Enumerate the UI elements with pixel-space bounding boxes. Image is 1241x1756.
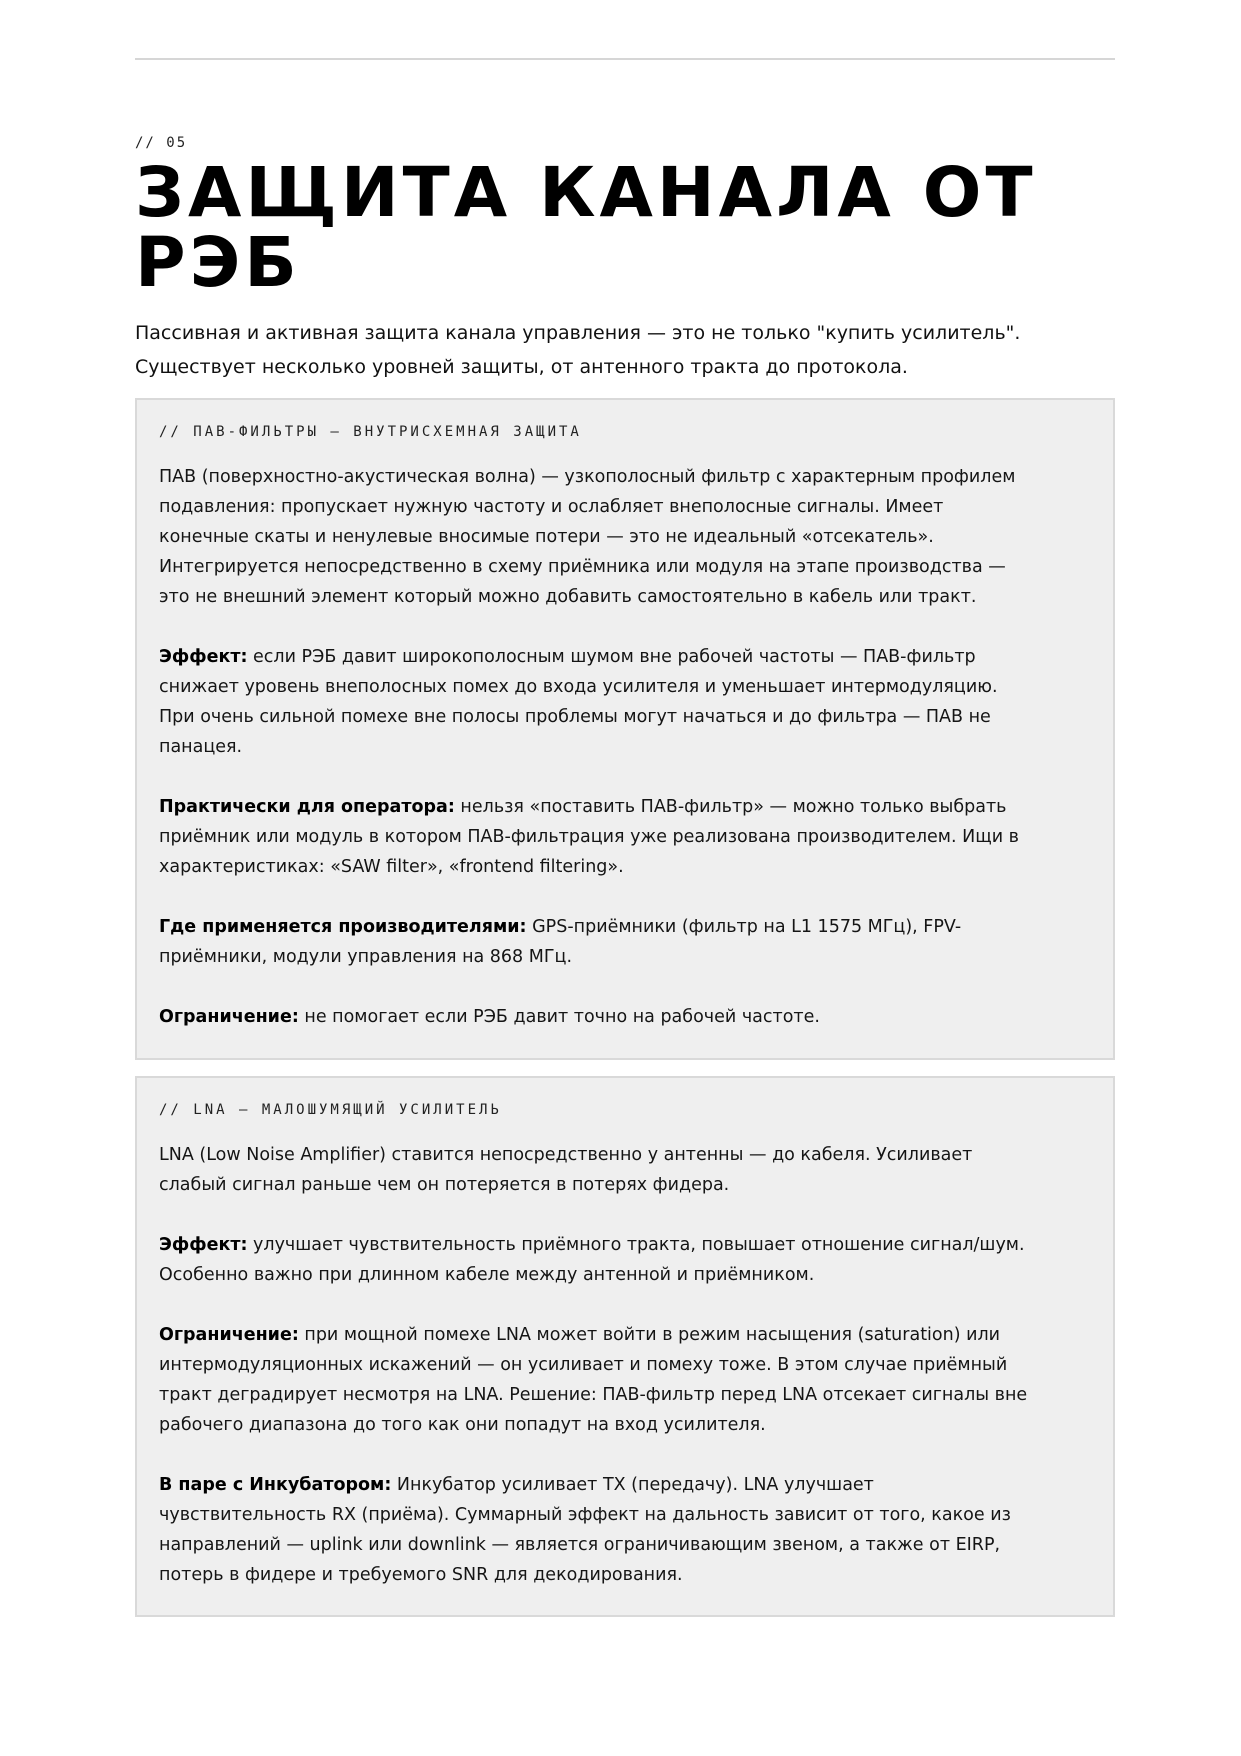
paragraph-line: это не внешний элемент который можно добавить самостоятельно в кабель или тракт.	[159, 587, 977, 607]
paragraph-lead: Ограничение:	[159, 1007, 299, 1027]
card-paragraph	[159, 462, 1091, 612]
section-number: // 05	[135, 135, 188, 151]
page-title-line: ЗАЩИТА КАНАЛА ОТ	[135, 153, 1037, 233]
paragraph-line: приёмники, модули управления на 868 МГц.	[159, 947, 573, 967]
top-divider	[135, 58, 1115, 60]
card-label: // LNA — МАЛОШУМЯЩИЙ УСИЛИТЕЛЬ	[159, 1102, 502, 1118]
paragraph-text: если РЭБ давит широкополосным шумом вне рабочей частоты — ПАВ-фильтр	[247, 647, 976, 667]
paragraph-line: интермодуляционных искажений — он усиливает и помеху тоже. В этом случае приёмный	[159, 1355, 1008, 1375]
card-paragraph	[159, 912, 1091, 972]
card-paragraph	[159, 1002, 1091, 1032]
paragraph-lead: Эффект:	[159, 647, 248, 667]
paragraph-line	[159, 1230, 1091, 1260]
page-title-line: РЭБ	[135, 223, 301, 303]
intro-text	[135, 316, 1115, 384]
card-paragraph	[159, 792, 1091, 882]
paragraph-line: характеристиках: «SAW filter», «frontend filtering».	[159, 857, 624, 877]
intro-line: Пассивная и активная защита канала управления — это не только "купить усилитель".	[135, 322, 1021, 344]
card-paragraph	[159, 1140, 1091, 1200]
saw-filters-card	[135, 398, 1115, 1060]
paragraph-line: LNA (Low Noise Amplifier) ставится непосредственно у антенны — до кабеля. Усиливает	[159, 1145, 973, 1165]
paragraph-line: Интегрируется непосредственно в схему приёмника или модуля на этапе производства —	[159, 557, 1006, 577]
paragraph-line: ПАВ (поверхностно-акустическая волна) — узкополосный фильтр с характерным профилем	[159, 467, 1016, 487]
lna-card	[135, 1076, 1115, 1617]
paragraph-text: Инкубатор усиливает TX (передачу). LNA улучшает	[391, 1475, 874, 1495]
paragraph-line	[159, 1320, 1091, 1350]
paragraph-lead: Практически для оператора:	[159, 797, 455, 817]
paragraph-line: рабочего диапазона до того как они попадут на вход усилителя.	[159, 1415, 766, 1435]
paragraph-line: панацея.	[159, 737, 243, 757]
card-paragraph	[159, 642, 1091, 762]
paragraph-line: конечные скаты и ненулевые вносимые потери — это не идеальный «отсекатель».	[159, 527, 934, 547]
paragraph-line	[159, 1470, 1091, 1500]
paragraph-line: чувствительность RX (приёма). Суммарный эффект на дальность зависит от того, какое из	[159, 1505, 1011, 1525]
paragraph-lead: Эффект:	[159, 1235, 248, 1255]
paragraph-line	[159, 792, 1091, 822]
paragraph-text: при мощной помехе LNA может войти в режим насыщения (saturation) или	[298, 1325, 1001, 1345]
card-label: // ПАВ-ФИЛЬТРЫ — ВНУТРИСХЕМНАЯ ЗАЩИТА	[159, 424, 582, 440]
paragraph-line	[159, 912, 1091, 942]
paragraph-line: тракт деградирует несмотря на LNA. Решение: ПАВ-фильтр перед LNA отсекает сигналы вне	[159, 1385, 1028, 1405]
page-title	[135, 153, 1115, 303]
paragraph-line: слабый сигнал раньше чем он потеряется в потерях фидера.	[159, 1175, 730, 1195]
paragraph-line: подавления: пропускает нужную частоту и ослабляет внеполосные сигналы. Имеет	[159, 497, 944, 517]
paragraph-line: Особенно важно при длинном кабеле между антенной и приёмником.	[159, 1265, 815, 1285]
paragraph-line: приёмник или модуль в котором ПАВ-фильтрация уже реализована производителем. Ищи в	[159, 827, 1019, 847]
card-paragraph	[159, 1230, 1091, 1290]
paragraph-lead: Ограничение:	[159, 1325, 299, 1345]
paragraph-line	[159, 1002, 1091, 1032]
paragraph-line: При очень сильной помехе вне полосы проблемы могут начаться и до фильтра — ПАВ не	[159, 707, 991, 727]
paragraph-text: GPS-приёмники (фильтр на L1 1575 МГц), FPV-	[526, 917, 962, 937]
card-paragraph	[159, 1470, 1091, 1590]
paragraph-line	[159, 642, 1091, 672]
paragraph-text: нельзя «поставить ПАВ-фильтр» — можно только выбрать	[454, 797, 1007, 817]
paragraph-lead: В паре с Инкубатором:	[159, 1475, 392, 1495]
paragraph-text: не помогает если РЭБ давит точно на рабочей частоте.	[298, 1007, 820, 1027]
paragraph-line: направлений — uplink или downlink — является ограничивающим звеном, а также от EIRP,	[159, 1535, 1001, 1555]
paragraph-lead: Где применяется производителями:	[159, 917, 527, 937]
paragraph-line: потерь в фидере и требуемого SNR для декодирования.	[159, 1565, 683, 1585]
card-paragraph	[159, 1320, 1091, 1440]
intro-line: Существует несколько уровней защиты, от антенного тракта до протокола.	[135, 356, 908, 378]
paragraph-line: снижает уровень внеполосных помех до входа усилителя и уменьшает интермодуляцию.	[159, 677, 998, 697]
paragraph-text: улучшает чувствительность приёмного тракта, повышает отношение сигнал/шум.	[247, 1235, 1025, 1255]
